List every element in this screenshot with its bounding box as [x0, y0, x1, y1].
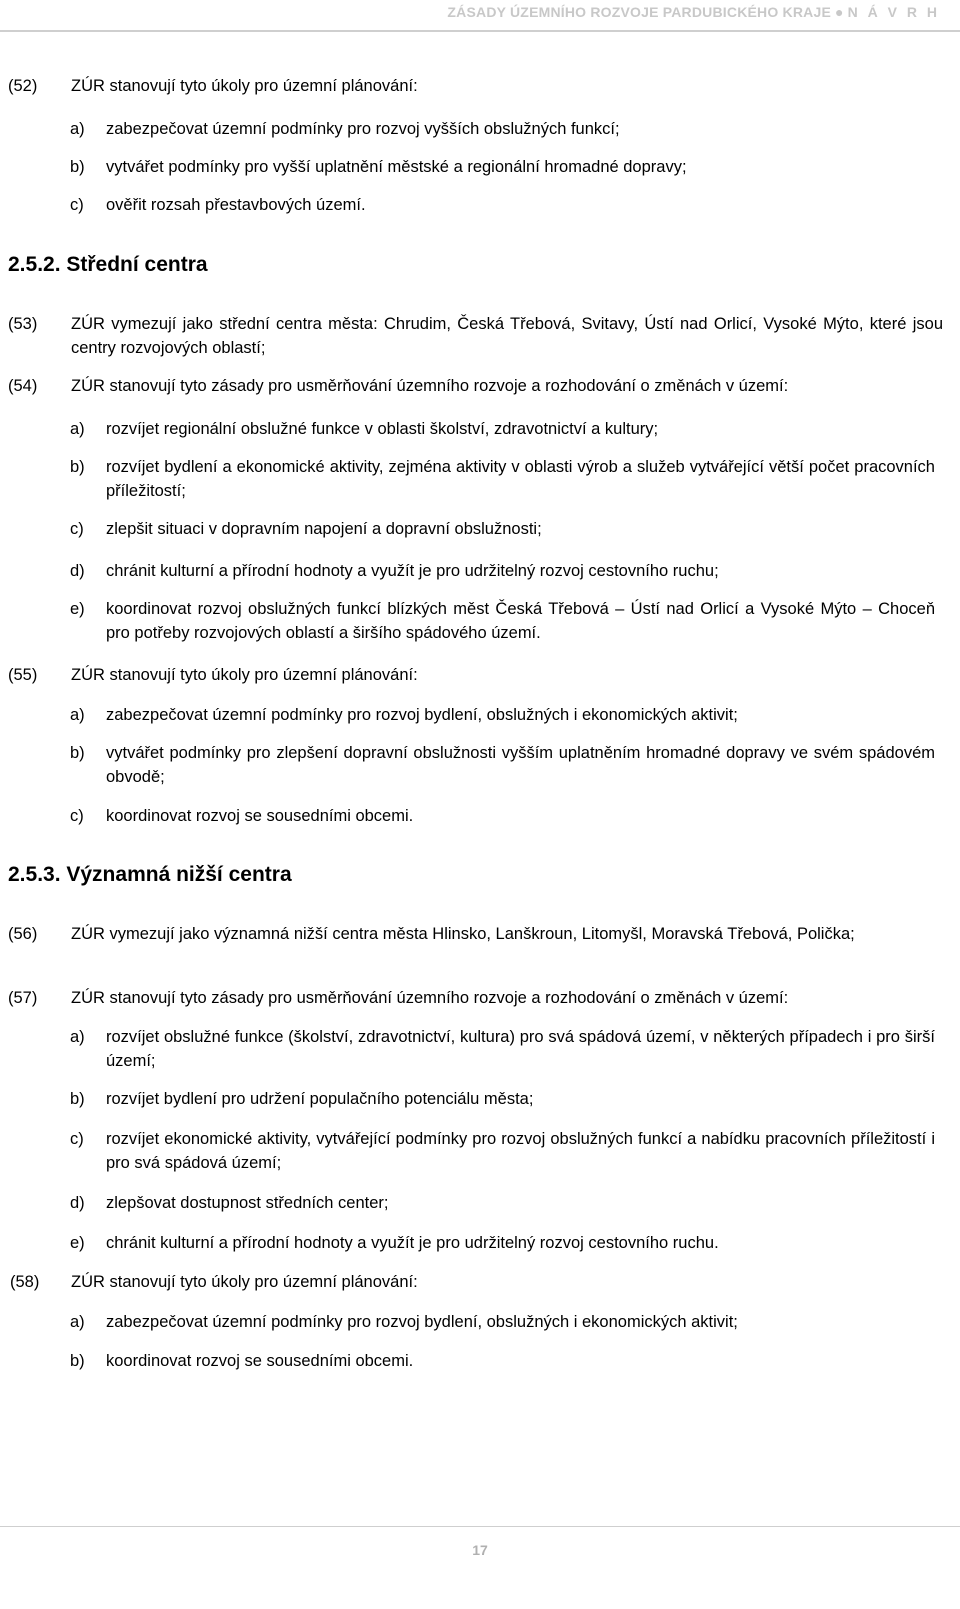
list-item-letter: c) [70, 807, 84, 825]
footer-rule [0, 1526, 960, 1527]
header-rule [0, 30, 960, 32]
paragraph-text: ZÚR vymezují jako střední centra města: Chrudim, Česká Třebová, Svitavy, Ústí nad Orlicí, Vysoké Mýto, které jsou centry rozvojových oblastí; [71, 315, 943, 357]
list-item-letter: a) [70, 120, 85, 138]
list-item-letter: b) [70, 744, 85, 762]
list-item-text: rozvíjet obslužné funkce (školství, zdravotnictví, kultura) pro svá spádová území, v některých případech i pro širší území; [106, 1028, 935, 1070]
running-header [0, 4, 940, 20]
list-item-letter: e) [70, 1234, 85, 1252]
list-item-letter: e) [70, 600, 85, 618]
list-item-text: rozvíjet bydlení a ekonomické aktivity, zejména aktivity v oblasti výrob a služeb vytvářející větší počet pracovních příležitostí; [106, 458, 935, 500]
list-item-text: chránit kulturní a přírodní hodnoty a využít je pro udržitelný rozvoj cestovního ruchu; [106, 562, 719, 580]
list-item-text: vytvářet podmínky pro zlepšení dopravní obslužnosti vyšším uplatněním hromadné dopravy ve svém spádovém obvodě; [106, 744, 935, 786]
list-item-letter: b) [70, 458, 85, 476]
paragraph-number: (57) [8, 989, 38, 1007]
list-item-letter: a) [70, 706, 85, 724]
list-item-letter: b) [70, 1090, 85, 1108]
list-item-text: rozvíjet ekonomické aktivity, vytvářející podmínky pro rozvoj obslužných funkcí a nabídku pracovních příležitostí i pro svá spádová území; [106, 1130, 935, 1172]
paragraph-number: (53) [8, 315, 38, 333]
paragraph-text: ZÚR stanovují tyto úkoly pro územní plánování: [71, 1273, 418, 1291]
header-status: N Á V R H [847, 4, 940, 20]
section-heading-2-5-3: 2.5.3. Významná nižší centra [8, 863, 292, 886]
paragraph-text: ZÚR stanovují tyto zásady pro usměrňování územního rozvoje a rozhodování o změnách v území: [71, 989, 789, 1007]
paragraph-text: ZÚR vymezují jako významná nižší centra města Hlinsko, Lanškroun, Litomyšl, Moravská Třebová, Polička; [71, 925, 855, 943]
list-item-text: ověřit rozsah přestavbových území. [106, 196, 366, 214]
paragraph-text: ZÚR stanovují tyto zásady pro usměrňování územního rozvoje a rozhodování o změnách v území: [71, 377, 789, 395]
list-item-letter: d) [70, 562, 85, 580]
paragraph-text: ZÚR stanovují tyto úkoly pro územní plánování: [71, 77, 418, 95]
list-item-letter: c) [70, 196, 84, 214]
paragraph-number: (55) [8, 666, 38, 684]
paragraph-text: ZÚR stanovují tyto úkoly pro územní plánování: [71, 666, 418, 684]
page-number: 17 [472, 1542, 488, 1558]
list-item-text: zlepšit situaci v dopravním napojení a dopravní obslužnosti; [106, 520, 542, 538]
paragraph-number: (58) [10, 1273, 40, 1291]
list-item-letter: a) [70, 1028, 85, 1046]
paragraph-number: (52) [8, 77, 38, 95]
paragraph-53 [8, 312, 943, 362]
list-item-text: chránit kulturní a přírodní hodnoty a využít je pro udržitelný rozvoj cestovního ruchu. [106, 1234, 719, 1252]
list-item-letter: b) [70, 158, 85, 176]
list-item-text: koordinovat rozvoj obslužných funkcí blízkých měst Česká Třebová – Ústí nad Orlicí a Vysoké Mýto – Choceň pro potřeby rozvojových oblastí a širšího spádového území. [106, 600, 935, 642]
list-item-text: rozvíjet regionální obslužné funkce v oblasti školství, zdravotnictví a kultury; [106, 420, 659, 438]
list-item-letter: b) [70, 1352, 85, 1370]
paragraph-56 [8, 922, 943, 972]
header-separator: ● [835, 4, 844, 20]
list-item-text: zabezpečovat územní podmínky pro rozvoj vyšších obslužných funkcí; [106, 120, 620, 138]
list-item-text: zabezpečovat územní podmínky pro rozvoj bydlení, obslužných i ekonomických aktivit; [106, 1313, 738, 1331]
list-item-text: zabezpečovat územní podmínky pro rozvoj bydlení, obslužných i ekonomických aktivit; [106, 706, 738, 724]
list-item-text: koordinovat rozvoj se sousedními obcemi. [106, 807, 414, 825]
list-item-text: rozvíjet bydlení pro udržení populačního potenciálu města; [106, 1090, 534, 1108]
list-item-text: vytvářet podmínky pro vyšší uplatnění městské a regionální hromadné dopravy; [106, 158, 687, 176]
paragraph-number: (54) [8, 377, 38, 395]
list-item-letter: c) [70, 1130, 84, 1148]
section-heading-2-5-2: 2.5.2. Střední centra [8, 253, 208, 276]
list-item-text: koordinovat rozvoj se sousedními obcemi. [106, 1352, 414, 1370]
list-item-letter: a) [70, 1313, 85, 1331]
list-item-letter: c) [70, 520, 84, 538]
paragraph-number: (56) [8, 925, 38, 943]
header-title: ZÁSADY ÚZEMNÍHO ROZVOJE PARDUBICKÉHO KRAJE [447, 4, 831, 20]
list-item-text: zlepšovat dostupnost středních center; [106, 1194, 389, 1212]
list-item-letter: a) [70, 420, 85, 438]
list-item-letter: d) [70, 1194, 85, 1212]
